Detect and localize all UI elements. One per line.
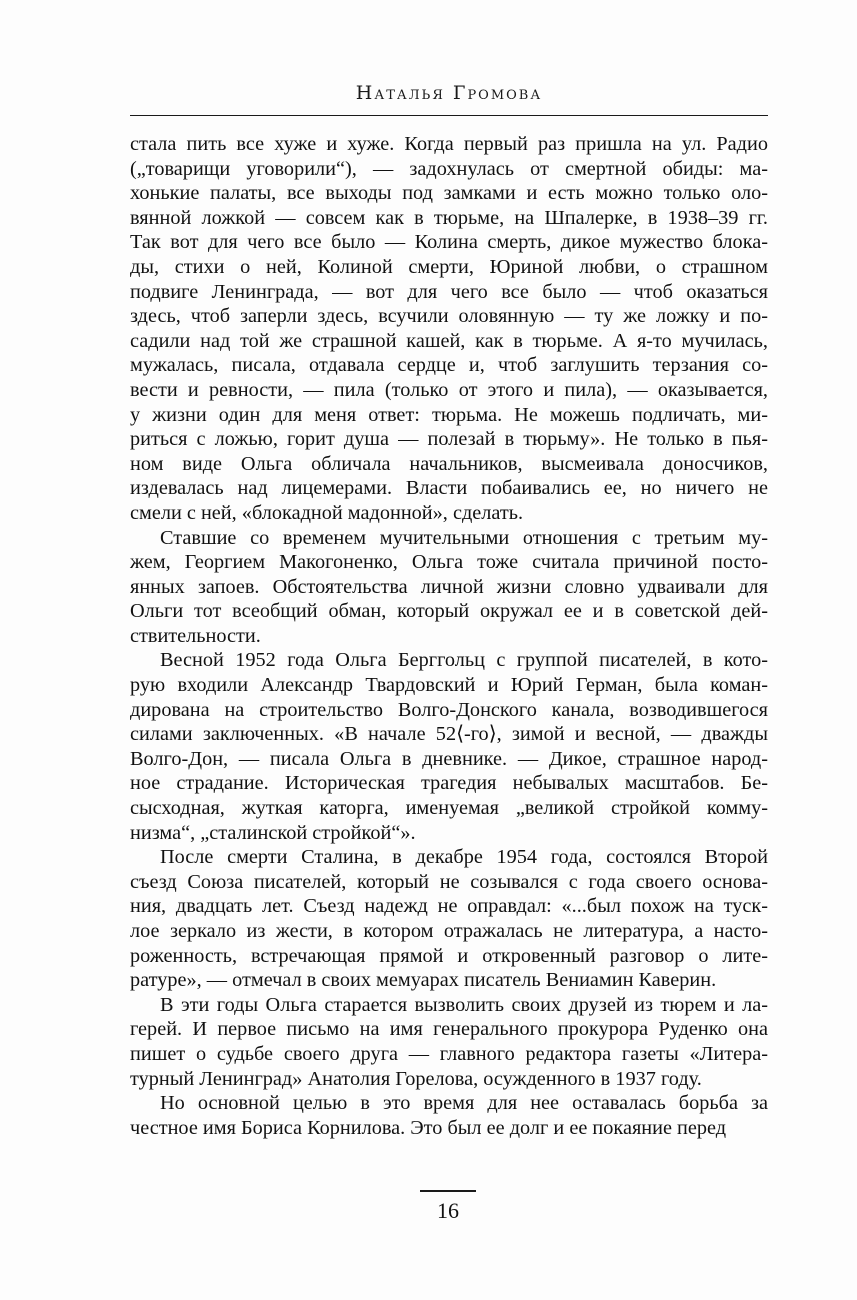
text-line: Но основной целью в это время для нее оставалась борьба за	[160, 1092, 768, 1115]
paragraph	[130, 526, 768, 649]
text-line: Ставшие со временем мучительными отношения с третьим му-	[160, 526, 768, 549]
text-line: вянной ложкой — совсем как в тюрьме, на Шпалерке, в 1938–39 гг.	[130, 206, 768, 229]
text-line: Волго-Дон, — писала Ольга в дневнике. — Дикое, страшное народ-	[130, 747, 768, 770]
paragraph	[130, 1091, 768, 1140]
text-line: подвиге Ленинграда, — вот для чего все было — чтоб оказаться	[130, 280, 768, 303]
text-line: силами заключенных. «В начале 52⟨-го⟩, зимой и весной, — дважды	[130, 723, 768, 746]
text-line: у жизни один для меня ответ: тюрьма. Не можешь подличать, ми-	[130, 403, 768, 426]
text-line: После смерти Сталина, в декабре 1954 года, состоялся Второй	[160, 846, 768, 869]
footer-rule	[420, 1190, 476, 1192]
text-line: Так вот для чего все было — Колина смерть, дикое мужество блока-	[130, 231, 768, 254]
paragraph	[130, 132, 768, 526]
text-line: издевалась над лицемерами. Власти побаивались ее, но ничего не	[130, 477, 768, 500]
paragraph	[130, 845, 768, 993]
text-line: пишет о судьбе своего друга — главного редактора газеты «Литера-	[130, 1042, 768, 1065]
text-line: сысходная, жуткая каторга, именуемая „великой стройкой комму-	[130, 797, 768, 820]
text-line: низма“, „сталинской стройкой“».	[130, 821, 416, 844]
text-line: рую входили Александр Твардовский и Юрий Герман, была коман-	[130, 674, 768, 697]
text-line: ратуре», — отмечал в своих мемуарах писатель Вениамин Каверин.	[130, 969, 717, 992]
body-text	[130, 132, 768, 1140]
text-line: ное страдание. Историческая трагедия небывалых масштабов. Бе-	[130, 772, 768, 795]
text-line: („товарищи уговорили“), — задохнулась от смертной обиды: ма-	[130, 157, 768, 180]
paragraph	[130, 648, 768, 845]
header-rule	[130, 115, 768, 116]
text-line: честное имя Бориса Корнилова. Это был ее долг и ее покаяние перед	[130, 1116, 727, 1139]
text-line: хонькие палаты, все выходы под замками и есть можно только оло-	[130, 182, 768, 205]
text-line: Весной 1952 года Ольга Берггольц с группой писателей, в кото-	[160, 649, 768, 672]
text-line: В эти годы Ольга старается вызволить своих друзей из тюрем и ла-	[160, 993, 768, 1016]
text-line: стала пить все хуже и хуже. Когда первый раз пришла на ул. Радио	[130, 133, 768, 155]
text-line: вести и ревности, — пила (только от этого и пила), — оказывается,	[130, 378, 768, 401]
text-line: ды, стихи о ней, Колиной смерти, Юриной любви, о страшном	[130, 255, 768, 278]
text-line: жем, Георгием Макогоненко, Ольга тоже считала причиной посто-	[130, 551, 768, 574]
text-line: роженность, встречающая прямой и откровенный разговор о лите-	[130, 944, 768, 967]
text-line: лое зеркало из жести, в котором отражалась не литература, а насто-	[130, 920, 768, 942]
text-line: турный Ленинград» Анатолия Горелова, осужденного в 1937 году.	[130, 1067, 702, 1090]
text-line: герей. И первое письмо на имя генерального прокурора Руденко она	[130, 1018, 768, 1041]
page-number: 16	[437, 1198, 459, 1223]
text-line: ном виде Ольга обличала начальников, высмеивала доносчиков,	[130, 452, 768, 475]
paragraph	[130, 993, 768, 1091]
text-line: Ольги тот всеобщий обман, который окружал ее и в советской дей-	[130, 600, 768, 623]
text-line: здесь, чтоб заперли здесь, всучили оловянную — ту же ложку и по-	[130, 305, 768, 328]
text-line: янных запоев. Обстоятельства личной жизни словно удваивали для	[130, 575, 768, 598]
text-line: садили над той же страшной кашей, как в тюрьме. А я-то мучилась,	[130, 329, 768, 352]
text-line: риться с ложью, горит душа — полезай в тюрьму». Не только в пья-	[130, 428, 768, 451]
text-line: дирована на строительство Волго-Донского канала, возводившегося	[130, 698, 768, 721]
text-line: съезд Союза писателей, который не созывался с года своего основа-	[130, 870, 768, 893]
text-line: ния, двадцать лет. Съезд надежд не оправдал: «...был похож на туск-	[130, 895, 768, 918]
text-line: мужалась, писала, отдавала сердце и, чтоб заглушить терзания со-	[130, 354, 768, 377]
running-header: Наталья Громова	[355, 82, 543, 104]
text-line: смели с ней, «блокадной мадонной», сделать.	[130, 501, 524, 524]
text-line: ствительности.	[130, 624, 261, 647]
